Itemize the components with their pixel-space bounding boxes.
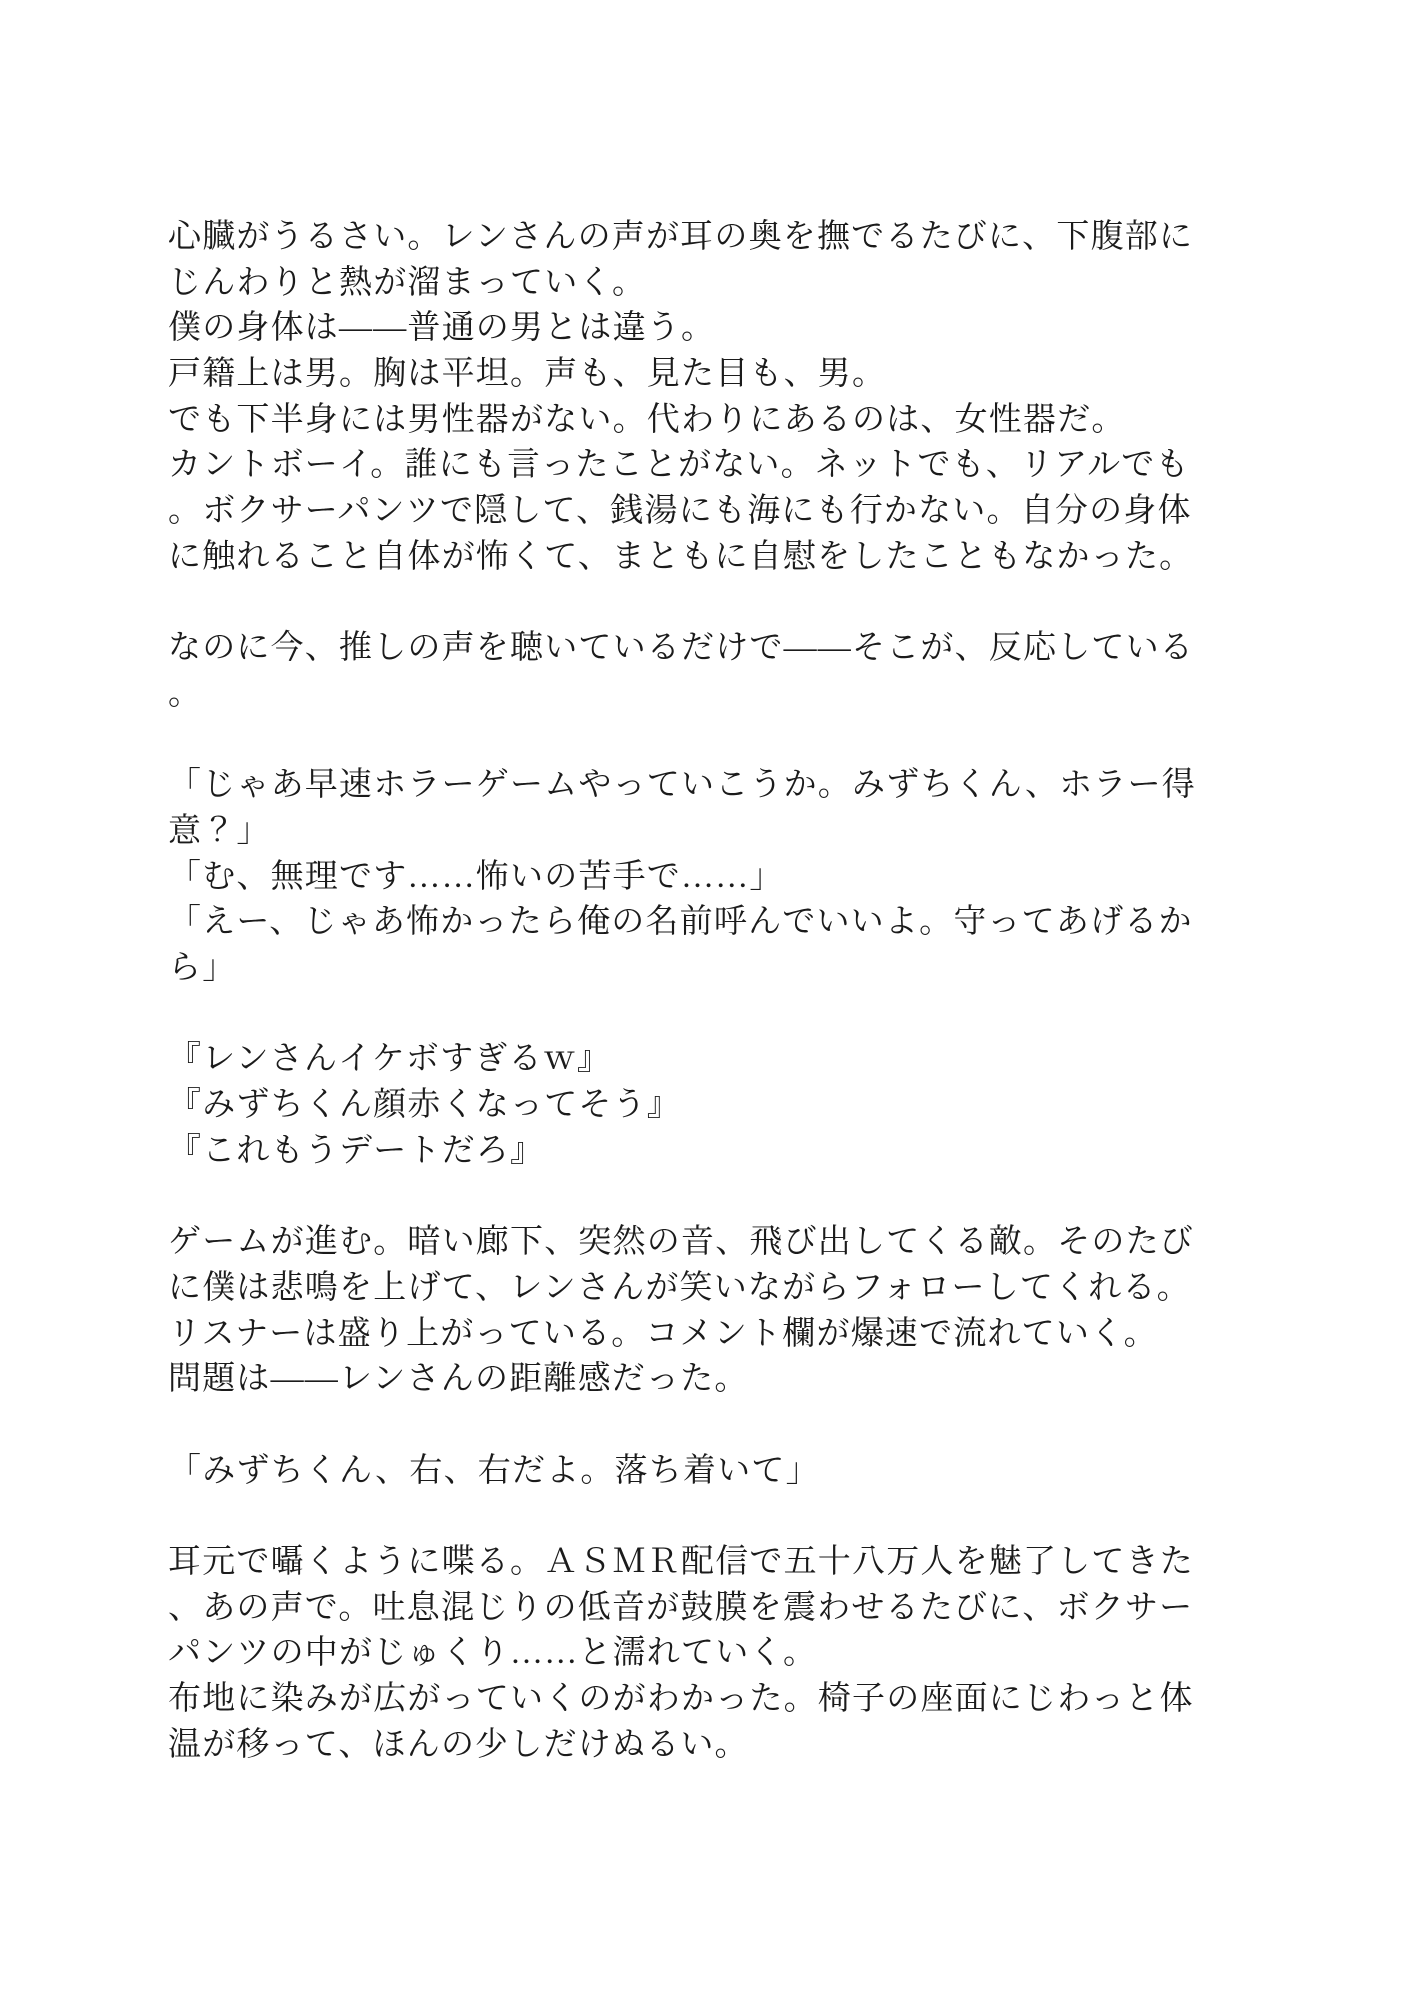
text-line (168, 1494, 1288, 1540)
text-line: でも下半身には男性器がない。代わりにあるのは、女性器だ。 (168, 401, 1126, 438)
text-line: 、あの声で。吐息混じりの低音が鼓膜を震わせるたびに、ボクサー (168, 1589, 1194, 1626)
text-line: ら」 (168, 950, 237, 986)
text-line: 戸籍上は男。胸は平坦。声も、見た目も、男。 (168, 356, 887, 393)
text-line: 意？」 (168, 812, 271, 849)
text-line: リスナーは盛り上がっている。コメント欄が爆速で流れていく。 (168, 1315, 1158, 1352)
text-line: 心臓がうるさい。レンさんの声が耳の奥を撫でるたびに、下腹部に (168, 219, 1194, 255)
text-line: パンツの中がじゅくり……と濡れていく。 (168, 1635, 818, 1672)
text-line: 。ボクサーパンツで隠して、銭湯にも海にも行かない。自分の身体 (168, 493, 1192, 530)
text-line: 布地に染みが広がっていくのがわかった。椅子の座面にじわっと体 (168, 1681, 1194, 1717)
text-line: じんわりと熱が溜まっていく。 (168, 264, 647, 301)
text-line: 「みずちくん、右、右だよ。落ち着いて」 (168, 1452, 820, 1489)
text-line: に僕は悲鳴を上げて、レンさんが笑いながらフォローしてくれる。 (168, 1269, 1191, 1306)
text-line: 『これもうデートだろ』 (168, 1132, 545, 1169)
text-line (168, 1174, 1288, 1220)
text-line: 問題は——レンさんの距離感だった。 (168, 1361, 749, 1398)
text-line: 温が移って、ほんの少しだけぬるい。 (168, 1726, 749, 1763)
text-line: 「じゃあ早速ホラーゲームやっていこうか。みずちくん、ホラー得 (168, 767, 1196, 804)
text-line: 。 (168, 675, 203, 712)
text-line (168, 1403, 1288, 1449)
text-line: 『レンさんイケボすぎるｗ』 (168, 1041, 612, 1078)
text-line: に触れること自体が怖くて、まともに自慰をしたこともなかった。 (168, 538, 1194, 575)
text-line: ゲームが進む。暗い廊下、突然の音、飛び出してくる敵。そのたび (168, 1224, 1194, 1261)
text-line: 「む、無理です……怖いの苦手で……」 (168, 858, 784, 895)
text-line: 僕の身体は——普通の男とは違う。 (168, 310, 716, 347)
text-line: カントボーイ。誰にも言ったことがない。ネットでも、リアルでも (168, 447, 1190, 484)
text-line (168, 992, 1288, 1038)
text-line: なのに今、推しの声を聴いているだけで——そこが、反応している (168, 630, 1194, 667)
text-line (168, 581, 1288, 627)
text-line (168, 718, 1288, 764)
text-line: 『みずちくん顔赤くなってそう』 (168, 1087, 681, 1124)
text-body (168, 215, 1288, 1768)
text-line: 耳元で囁くように喋る。ＡＳＭＲ配信で五十八万人を魅了してきた (168, 1543, 1194, 1580)
text-line: 「えー、じゃあ怖かったら俺の名前呼んでいいよ。守ってあげるか (168, 904, 1193, 941)
